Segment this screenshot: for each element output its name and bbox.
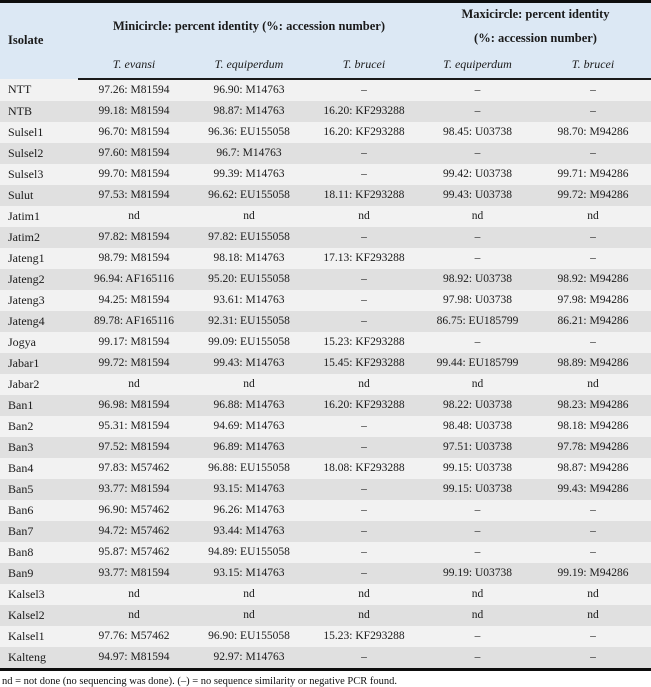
value-cell: – <box>590 252 596 264</box>
value-cell: 98.48: U03738 <box>443 420 512 432</box>
value-cell: 98.22: U03738 <box>443 399 512 411</box>
value-cell: 98.79: M81594 <box>98 252 170 264</box>
isolate-cell: Kalteng <box>8 649 46 664</box>
value-cell: – <box>361 546 367 558</box>
value-cell: 86.75: EU185799 <box>436 315 519 327</box>
isolate-cell: Jabar2 <box>8 376 40 391</box>
value-cell: 97.82: M81594 <box>98 231 170 243</box>
species-header-equiperdum-maxi: T. equiperdum <box>420 51 535 79</box>
value-cell: nd <box>587 609 599 621</box>
value-cell: 98.23: M94286 <box>557 399 629 411</box>
value-cell: 15.23: KF293288 <box>323 336 405 348</box>
isolate-cell: Ban8 <box>8 544 34 559</box>
table-row <box>0 269 651 290</box>
value-cell: – <box>590 231 596 243</box>
value-cell: 98.92: U03738 <box>443 273 512 285</box>
isolate-cell: Ban1 <box>8 397 34 412</box>
table-row <box>0 521 651 542</box>
value-cell: 96.88: M14763 <box>213 399 285 411</box>
table-row <box>0 437 651 458</box>
value-cell: – <box>474 336 481 348</box>
value-cell: 86.21: M94286 <box>557 315 629 327</box>
value-cell: 96.94: AF165116 <box>93 273 175 285</box>
isolate-cell: NTB <box>8 103 32 118</box>
value-cell: 15.45: KF293288 <box>323 357 405 369</box>
species-header-brucei-maxi: T. brucei <box>535 51 651 79</box>
isolate-cell: Ban3 <box>8 439 34 454</box>
value-cell: 18.11: KF293288 <box>323 189 405 201</box>
value-cell: – <box>474 546 481 558</box>
value-cell: 93.44: M14763 <box>213 525 285 537</box>
species-header-evansi: T. evansi <box>78 51 190 79</box>
value-cell: nd <box>471 210 484 222</box>
value-cell: – <box>361 483 367 495</box>
value-cell: nd <box>243 378 255 390</box>
value-cell: – <box>361 84 367 96</box>
value-cell: nd <box>471 609 484 621</box>
value-cell: – <box>474 630 481 642</box>
table-row <box>0 374 651 395</box>
value-cell: 98.87: M94286 <box>557 462 629 474</box>
group-header-row <box>0 2 651 51</box>
value-cell: 99.43: M94286 <box>557 483 629 495</box>
value-cell: – <box>361 147 367 159</box>
value-cell: nd <box>587 378 599 390</box>
value-cell: 96.98: M81594 <box>98 399 170 411</box>
value-cell: nd <box>471 588 484 600</box>
table-row <box>0 416 651 437</box>
value-cell: nd <box>587 588 599 600</box>
isolate-cell: Ban7 <box>8 523 34 538</box>
value-cell: 97.98: U03738 <box>443 294 512 306</box>
value-cell: – <box>474 651 481 663</box>
value-cell: 93.77: M81594 <box>98 483 170 495</box>
value-cell: 96.36: EU155058 <box>208 126 290 138</box>
isolate-cell: Jatim1 <box>8 208 40 223</box>
value-cell: – <box>590 525 596 537</box>
value-cell: – <box>590 147 596 159</box>
table-row <box>0 332 651 353</box>
table-row <box>0 563 651 584</box>
value-cell: 96.7: M14763 <box>216 147 282 159</box>
table-row <box>0 206 651 227</box>
value-cell: 97.83: M57462 <box>98 462 170 474</box>
value-cell: 93.61: M14763 <box>213 294 285 306</box>
isolate-cell: Jateng3 <box>8 292 45 307</box>
value-cell: 96.62: EU155058 <box>208 189 290 201</box>
value-cell: – <box>474 147 481 159</box>
value-cell: – <box>361 294 367 306</box>
value-cell: – <box>590 546 596 558</box>
isolate-cell: NTT <box>8 82 32 96</box>
table-row <box>0 101 651 122</box>
value-cell: – <box>474 231 481 243</box>
isolate-cell: Ban6 <box>8 502 34 517</box>
table-header <box>0 2 651 79</box>
value-cell: – <box>474 525 481 537</box>
table-row <box>0 479 651 500</box>
table-row <box>0 500 651 521</box>
table-row <box>0 248 651 269</box>
value-cell: 99.43: U03738 <box>443 189 512 201</box>
table-row <box>0 353 651 374</box>
value-cell: 98.89: M94286 <box>557 357 629 369</box>
value-cell: 96.90: EU155058 <box>208 630 290 642</box>
value-cell: 96.90: M14763 <box>213 84 285 96</box>
table-row <box>0 584 651 605</box>
value-cell: 97.51: U03738 <box>443 441 512 453</box>
value-cell: nd <box>243 609 255 621</box>
value-cell: 94.89: EU155058 <box>208 546 290 558</box>
table-row <box>0 290 651 311</box>
value-cell: 93.15: M14763 <box>213 567 285 579</box>
value-cell: 97.60: M81594 <box>98 147 170 159</box>
isolate-cell: Jabar1 <box>8 355 40 370</box>
value-cell: 97.76: M57462 <box>98 630 170 642</box>
value-cell: 98.18: M94286 <box>557 420 629 432</box>
value-cell: 97.52: M81594 <box>98 441 170 453</box>
value-cell: – <box>474 252 481 264</box>
value-cell: 18.08: KF293288 <box>323 462 405 474</box>
isolate-cell: Sulut <box>8 187 34 202</box>
value-cell: 99.19: M94286 <box>557 567 629 579</box>
value-cell: 99.72: M94286 <box>557 189 629 201</box>
isolate-cell: Jateng4 <box>8 313 45 328</box>
value-cell: 99.72: M81594 <box>98 357 170 369</box>
value-cell: – <box>474 105 481 117</box>
isolate-cell: Jateng1 <box>8 250 45 265</box>
value-cell: – <box>361 504 367 516</box>
value-cell: 99.17: M81594 <box>98 336 170 348</box>
value-cell: nd <box>243 588 255 600</box>
isolate-cell: Sulsel2 <box>8 145 44 160</box>
isolate-cell: Jateng2 <box>8 271 45 286</box>
value-cell: 97.98: M94286 <box>557 294 629 306</box>
value-cell: – <box>361 567 367 579</box>
value-cell: nd <box>587 210 599 222</box>
value-cell: 97.26: M81594 <box>98 84 170 96</box>
value-cell: – <box>361 168 367 180</box>
value-cell: 97.78: M94286 <box>557 441 629 453</box>
value-cell: 98.70: M94286 <box>557 126 629 138</box>
value-cell: 94.72: M57462 <box>98 525 170 537</box>
isolate-cell: Ban2 <box>8 418 34 433</box>
value-cell: – <box>361 420 367 432</box>
isolate-column-header: Isolate <box>0 2 78 79</box>
value-cell: 95.20: EU155058 <box>208 273 290 285</box>
table-row <box>0 164 651 185</box>
value-cell: 99.19: U03738 <box>443 567 512 579</box>
value-cell: 97.53: M81594 <box>98 189 170 201</box>
isolate-cell: Kalsel1 <box>8 628 45 643</box>
value-cell: – <box>590 504 596 516</box>
table-row <box>0 227 651 248</box>
maxicircle-group-line1: Maxicircle: percent identity <box>461 7 610 21</box>
value-cell: 15.23: KF293288 <box>323 630 405 642</box>
value-cell: 98.87: M14763 <box>213 105 285 117</box>
table-row <box>0 185 651 206</box>
value-cell: 17.13: KF293288 <box>323 252 405 264</box>
table-row <box>0 626 651 647</box>
value-cell: nd <box>358 378 370 390</box>
value-cell: 99.09: EU155058 <box>208 336 290 348</box>
table-row <box>0 79 651 101</box>
value-cell: – <box>361 525 367 537</box>
maxicircle-group-header <box>420 2 651 51</box>
table-row <box>0 311 651 332</box>
value-cell: nd <box>358 210 370 222</box>
value-cell: 97.82: EU155058 <box>208 231 290 243</box>
value-cell: 99.43: M14763 <box>213 357 285 369</box>
value-cell: – <box>361 651 367 663</box>
value-cell: 96.90: M57462 <box>98 504 170 516</box>
value-cell: – <box>590 105 596 117</box>
value-cell: 99.44: EU185799 <box>436 357 519 369</box>
value-cell: nd <box>128 609 140 621</box>
value-cell: 99.15: U03738 <box>443 483 512 495</box>
minicircle-group-header: Minicircle: percent identity (%: accession number) <box>78 2 420 51</box>
maxicircle-group-line2: (%: accession number) <box>474 30 597 45</box>
value-cell: nd <box>358 588 370 600</box>
value-cell: 92.97: M14763 <box>213 651 285 663</box>
value-cell: 92.31: EU155058 <box>208 315 290 327</box>
value-cell: – <box>474 84 481 96</box>
table-body <box>0 79 651 670</box>
table-row <box>0 122 651 143</box>
value-cell: 95.87: M57462 <box>98 546 170 558</box>
isolate-cell: Kalsel3 <box>8 586 45 601</box>
species-header-row <box>0 51 651 79</box>
value-cell: – <box>590 84 596 96</box>
value-cell: – <box>590 651 596 663</box>
value-cell: – <box>361 273 367 285</box>
value-cell: – <box>361 315 367 327</box>
value-cell: 98.18: M14763 <box>213 252 285 264</box>
value-cell: 94.25: M81594 <box>98 294 170 306</box>
table-row <box>0 143 651 164</box>
value-cell: 98.45: U03738 <box>443 126 512 138</box>
value-cell: 99.70: M81594 <box>98 168 170 180</box>
value-cell: 94.69: M14763 <box>213 420 285 432</box>
value-cell: 16.20: KF293288 <box>323 399 405 411</box>
value-cell: 93.77: M81594 <box>98 567 170 579</box>
value-cell: 98.92: M94286 <box>557 273 629 285</box>
value-cell: – <box>590 336 596 348</box>
value-cell: – <box>474 504 481 516</box>
isolate-cell: Jogya <box>8 334 36 349</box>
value-cell: nd <box>471 378 484 390</box>
value-cell: 99.71: M94286 <box>557 168 629 180</box>
value-cell: 99.39: M14763 <box>213 168 285 180</box>
table-row <box>0 395 651 416</box>
isolate-cell: Ban5 <box>8 481 34 496</box>
value-cell: 96.70: M81594 <box>98 126 170 138</box>
isolate-cell: Sulsel3 <box>8 166 44 181</box>
value-cell: 93.15: M14763 <box>213 483 285 495</box>
value-cell: – <box>361 441 367 453</box>
value-cell: 99.42: U03738 <box>443 168 512 180</box>
isolate-cell: Sulsel1 <box>8 124 44 139</box>
isolate-cell: Jatim2 <box>8 229 40 244</box>
value-cell: nd <box>128 378 140 390</box>
value-cell: 95.31: M81594 <box>98 420 170 432</box>
value-cell: – <box>361 231 367 243</box>
value-cell: 99.18: M81594 <box>98 105 170 117</box>
value-cell: 16.20: KF293288 <box>323 105 405 117</box>
value-cell: – <box>590 630 596 642</box>
value-cell: 16.20: KF293288 <box>323 126 405 138</box>
value-cell: 96.89: M14763 <box>213 441 285 453</box>
isolate-cell: Ban9 <box>8 565 34 580</box>
value-cell: nd <box>128 588 140 600</box>
value-cell: nd <box>243 210 255 222</box>
isolate-cell: Kalsel2 <box>8 607 45 622</box>
species-header-brucei-mini: T. brucei <box>308 51 420 79</box>
value-cell: nd <box>128 210 140 222</box>
species-header-equiperdum-mini: T. equiperdum <box>190 51 308 79</box>
value-cell: nd <box>358 609 370 621</box>
table-footnote: nd = not done (no sequencing was done). (–) = no sequence similarity or negative PCR found. <box>2 675 398 687</box>
value-cell: 96.26: M14763 <box>213 504 285 516</box>
table-row <box>0 542 651 563</box>
value-cell: 99.15: U03738 <box>443 462 512 474</box>
table-row <box>0 605 651 626</box>
value-cell: 94.97: M81594 <box>98 651 170 663</box>
isolate-cell: Ban4 <box>8 460 34 475</box>
value-cell: 89.78: AF165116 <box>93 315 175 327</box>
table-row <box>0 458 651 479</box>
table-row <box>0 647 651 670</box>
value-cell: 96.88: EU155058 <box>208 462 290 474</box>
